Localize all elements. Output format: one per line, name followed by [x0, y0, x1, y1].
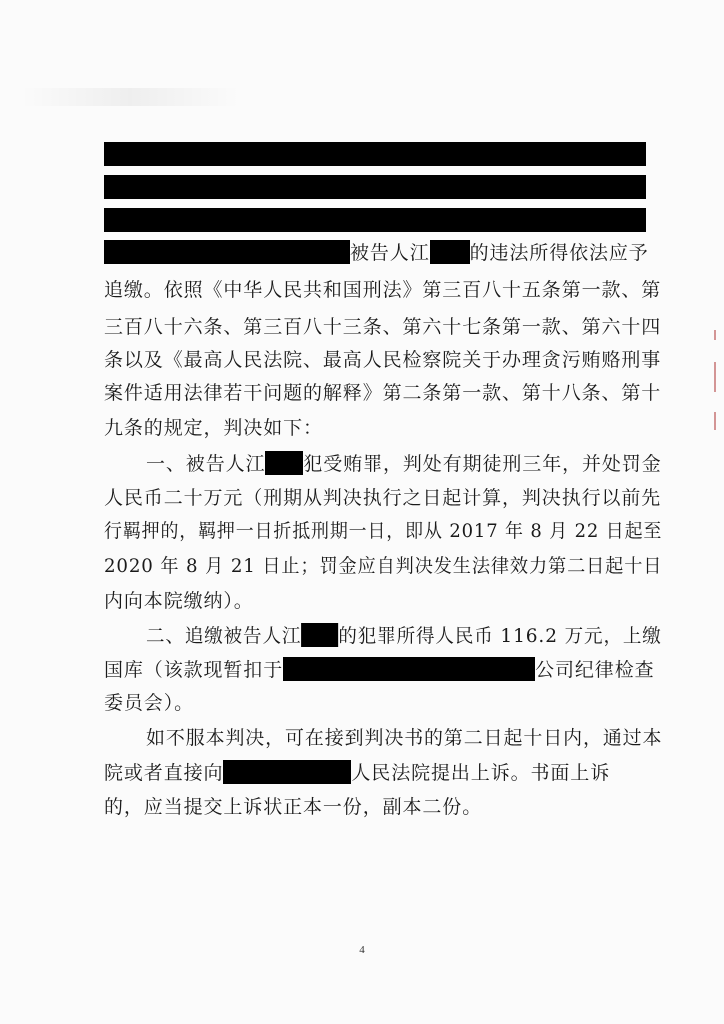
text-line: 行羁押的，羁押一日折抵刑期一日，即从 2017 年 8 月 22 日起至 — [104, 520, 663, 542]
text-line: 条以及《最高人民法院、最高人民检察院关于办理贪污贿赂刑事 — [104, 349, 662, 371]
scan-artifact — [714, 412, 716, 430]
text-line — [146, 623, 662, 653]
text-segment: 国库（该款现暂扣于 — [104, 659, 284, 681]
text-segment: 被告人江 — [350, 242, 430, 264]
text-line: 人民币二十万元（刑期从判决执行之日起计算，判决执行以前先 — [104, 487, 662, 509]
text-line — [104, 240, 649, 270]
redaction-bar — [104, 175, 646, 199]
scan-artifact — [20, 88, 240, 106]
text-line: 案件适用法律若干问题的解释》第二条第一款、第十八条、第十 — [104, 382, 662, 404]
text-line: 如不服本判决，可在接到判决书的第二日起十日内，通过本 — [146, 727, 663, 749]
text-line: 追缴。依照《中华人民共和国刑法》第三百八十五条第一款、第 — [104, 279, 662, 301]
redaction-bar — [104, 208, 646, 232]
redaction-box — [104, 240, 350, 264]
redaction-box — [283, 657, 535, 681]
text-line — [104, 657, 655, 687]
text-line: 的，应当提交上诉状正本一份，副本二份。 — [104, 796, 483, 818]
text-segment: 公司纪律检查 — [535, 659, 655, 681]
text-line — [104, 760, 610, 790]
scan-artifact — [714, 362, 716, 392]
redaction-box — [265, 451, 303, 475]
text-segment: 犯受贿罪，判处有期徒刑三年，并处罚金 — [303, 453, 662, 475]
text-segment: 的犯罪所得人民币 116.2 万元，上缴 — [338, 625, 662, 647]
text-line: 委员会）。 — [104, 692, 195, 714]
text-line: 三百八十六条、第三百八十三条、第六十七条第一款、第六十四 — [104, 316, 662, 338]
text-segment: 的违法所得依法应予 — [469, 242, 649, 264]
text-segment: 二、追缴被告人江 — [146, 625, 302, 647]
text-line: 内向本院缴纳）。 — [104, 590, 254, 612]
text-segment: 人民法院提出上诉。书面上诉 — [351, 762, 611, 784]
text-line: 2020 年 8 月 21 日止；罚金应自判决发生法律效力第二日起十日 — [104, 555, 663, 577]
text-line: 九条的规定，判决如下： — [104, 417, 323, 439]
text-segment: 一、被告人江 — [146, 453, 266, 475]
redaction-box — [301, 623, 338, 647]
page-number: 4 — [359, 944, 365, 956]
text-segment: 院或者直接向 — [104, 762, 224, 784]
text-line — [146, 451, 662, 481]
redaction-box — [223, 760, 351, 784]
scan-artifact — [714, 330, 716, 340]
redaction-bar — [104, 142, 646, 166]
redaction-box — [430, 240, 470, 264]
